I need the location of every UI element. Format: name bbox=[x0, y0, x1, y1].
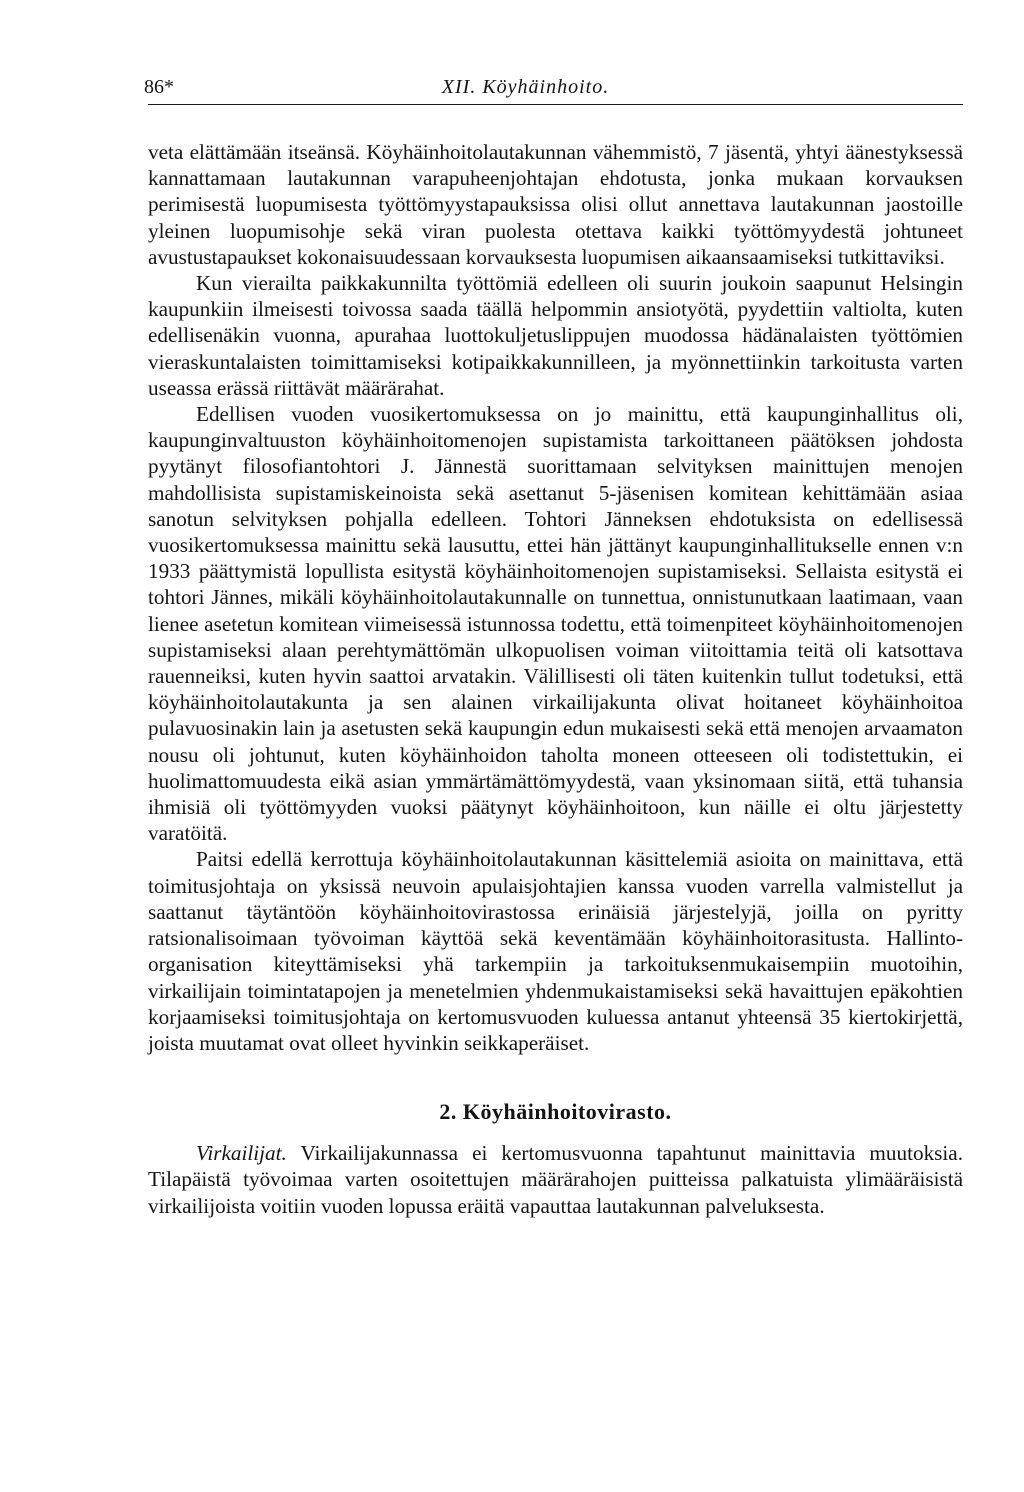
paragraph: Edellisen vuoden vuosikertomuksessa on jo mainittu, että kaupunginhallitus oli, kaupunginvaltuuston köyhäinhoitomenojen supistamista tarkoittaneen päätöksen johdosta pyytänyt filosofiantohtori J. Jännestä suorittamaan selvityksen mainittujen menojen mahdollisista supistamiskeinoista sekä asettanut 5-jäsenisen komitean kehittämään asiaa sanotun selvityksen pohjalla edelleen. Tohtori Jänneksen ehdotuksista on edellisessä vuosikertomuksessa mainittu sekä lausuttu, ettei hän jättänyt kaupunginhallitukselle ennen v:n 1933 päättymistä lopullista esitystä köyhäinhoitomenojen supistamiseksi. Sellaista esitystä ei tohtori Jännes, mikäli köyhäinhoitolautakunnalle on tunnettua, onnistunutkaan laatimaan, vaan lienee asetetun komitean viimeisessä istunnossa todettu, että toimenpiteet köyhäinhoitomenojen supistamiseksi alaan perehtymättömän ulkopuolisen voiman viitoittamia teitä oli katsottava rauenneiksi, kuten hyvin saattoi arvatakin. Välillisesti oli täten kuitenkin tullut todetuksi, että köyhäinhoitolautakunta ja sen alainen virkailijakunta olivat hoitaneet köyhäinhoitoa pulavuosinakin lain ja asetusten sekä kaupungin edun mukaisesti sekä että menojen arvaamaton nousu oli johtunut, kuten köyhäinhoidon taholta moneen otteeseen oli todistettukin, ei huolimattomuudesta eikä asian ymmärtämättömyydestä, vaan yksinomaan siitä, että tuhansia ihmisiä oli työttömyyden vuoksi päätynyt köyhäinhoitoon, kun näille ei oltu järjestetty varatöitä. bbox=[148, 402, 963, 846]
run-in-title: Virkailijat. bbox=[196, 1141, 287, 1166]
document-page bbox=[144, 70, 963, 1219]
paragraph: Kun vierailta paikkakunnilta työttömiä edelleen oli suurin joukoin saapunut Helsingin kaupunkiin ilmeisesti toivossa saada täällä helpommin ansiotyötä, pyydettiin valtiolta, kuten edellisenäkin vuonna, apurahaa luottokuljetuslippujen muodossa hädänalaisten työttömien vieraskuntalaisten toimittamiseksi kotipaikkakunnilleen, ja myönnettiinkin tarkoitusta varten useassa erässä riittävät määrärahat. bbox=[148, 271, 963, 400]
chapter-title: XII. Köyhäinhoito. bbox=[441, 76, 610, 98]
paragraph-continued: veta elättämään itseänsä. Köyhäinhoitolautakunnan vähemmistö, 7 jäsentä, yhtyi äänestyksessä kannattamaan lautakunnan varapuheenjohtajan ehdotusta, jonka mukaan korvauksen perimisestä luopumisesta työttömyystapauksissa olisi ollut annettava lautakunnan jaostoille yleinen luopumisohje sekä viran puolesta otettava kaikki työttömyydestä johtuneet avustustapaukset kokonaisuudessaan korvauksesta luopumisen aikaansaamiseksi tutkittaviksi. bbox=[148, 140, 963, 269]
section-text: Virkailijakunnassa ei kertomusvuonna tapahtunut mainittavia muutoksia. Tilapäistä työvoimaa varten osoitettujen määrärahojen puitteissa palkatuista ylimääräisistä virkailijoista voitiin vuoden lopussa eräitä vapauttaa lautakunnan palveluksesta. bbox=[148, 1141, 963, 1218]
page-header bbox=[144, 70, 963, 105]
body-text bbox=[148, 139, 963, 1219]
page-number: 86* bbox=[144, 76, 174, 98]
section-paragraph bbox=[148, 1140, 963, 1219]
paragraph: Paitsi edellä kerrottuja köyhäinhoitolautakunnan käsittelemiä asioita on mainittava, että toimitusjohtaja on yksissä neuvoin apulaisjohtajien kanssa vuoden varrella valmistellut ja saattanut täytäntöön köyhäinhoitovirastossa erinäisiä järjestelyjä, joilla on pyritty ratsionalisoimaan työvoiman käyttöä sekä keventämään köyhäinhoitorasitusta. Hallinto-organisation kiteyttämiseksi yhä tarkempiin ja tarkoituksenmukaisempiin muotoihin, virkailijain toimintatapojen ja menetelmien yhdenmukaistamiseksi sekä havaittujen epäkohtien korjaamiseksi toimitusjohtaja on kertomusvuoden kuluessa antanut yhteensä 35 kiertokirjettä, joista muutamat ovat olleet hyvinkin seikkaperäiset. bbox=[148, 847, 963, 1055]
section-heading: 2. Köyhäinhoitovirasto. bbox=[439, 1099, 672, 1125]
